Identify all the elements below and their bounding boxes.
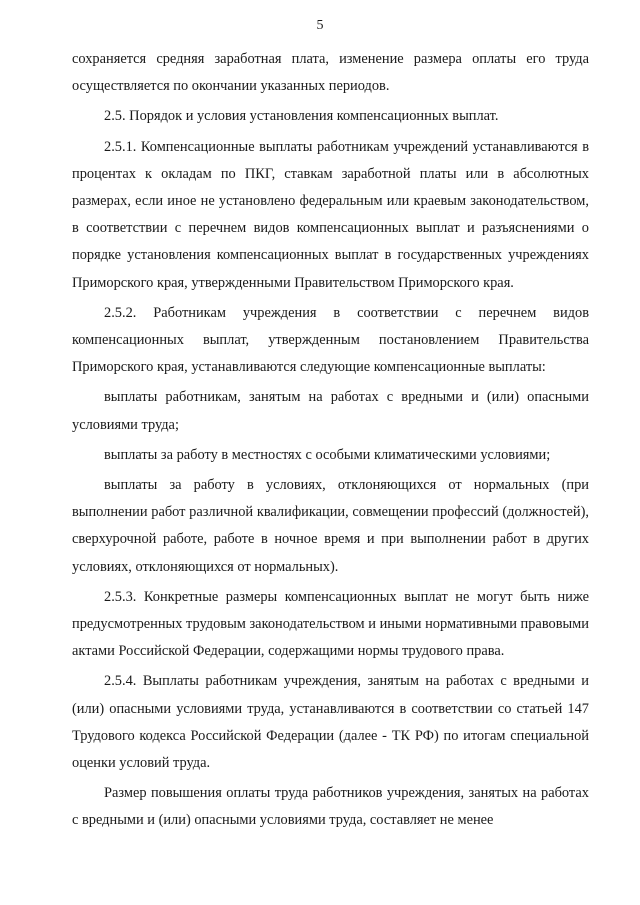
- paragraph-2-5-4: 2.5.4. Выплаты работникам учреждения, занятым на работах с вредными и (или) опасными условиями труда, устанавливаются в соответствии со статьей 147 Трудового кодекса Российской Федерации (далее - ТК РФ) по итогам специальной оценки условий труда.: [72, 673, 589, 772]
- paragraph-continued: сохраняется средняя заработная плата, изменение размера оплаты его труда осуществляется по окончании указанных периодов.: [72, 51, 589, 95]
- paragraph-pay-increase: Размер повышения оплаты труда работников учреждения, занятых на работах с вредными и (или) опасными условиями труда, составляет не менее: [72, 785, 589, 829]
- page-number: 5: [316, 18, 324, 33]
- list-item-abnormal-conditions: выплаты за работу в условиях, отклоняющихся от нормальных (при выполнении работ различной квалификации, совмещении профессий (должностей), сверхурочной работе, работе в ночное время и при выполнении работ в других условиях, отклоняющихся от нормальных).: [72, 477, 589, 575]
- document-body: [72, 46, 589, 838]
- list-item-harmful-conditions: выплаты работникам, занятым на работах с вредными и (или) опасными условиями труда;: [72, 389, 589, 433]
- paragraph-2-5-1: 2.5.1. Компенсационные выплаты работникам учреждений устанавливаются в процентах к окладам по ПКГ, ставкам заработной платы или в абсолютных размерах, если иное не установлено федеральным или краевым законодательством, в соответствии с перечнем видов компенсационных выплат и разъяснениями о порядке установления компенсационных выплат в государственных учреждениях Приморского края, утвержденными Правительством Приморского края.: [72, 138, 589, 291]
- list-item-climatic-conditions: выплаты за работу в местностях с особыми климатическими условиями;: [104, 446, 551, 463]
- paragraph-2-5-3: 2.5.3. Конкретные размеры компенсационных выплат не могут быть ниже предусмотренных трудовым законодательством и иными нормативными правовыми актами Российской Федерации, содержащими нормы трудового права.: [72, 588, 589, 660]
- paragraph-2-5-2: 2.5.2. Работникам учреждения в соответствии с перечнем видов компенсационных выплат, утвержденным постановлением Правительства Приморского края, устанавливаются следующие компенсационные выплаты:: [72, 304, 589, 376]
- section-heading-2-5: 2.5. Порядок и условия установления компенсационных выплат.: [104, 108, 499, 125]
